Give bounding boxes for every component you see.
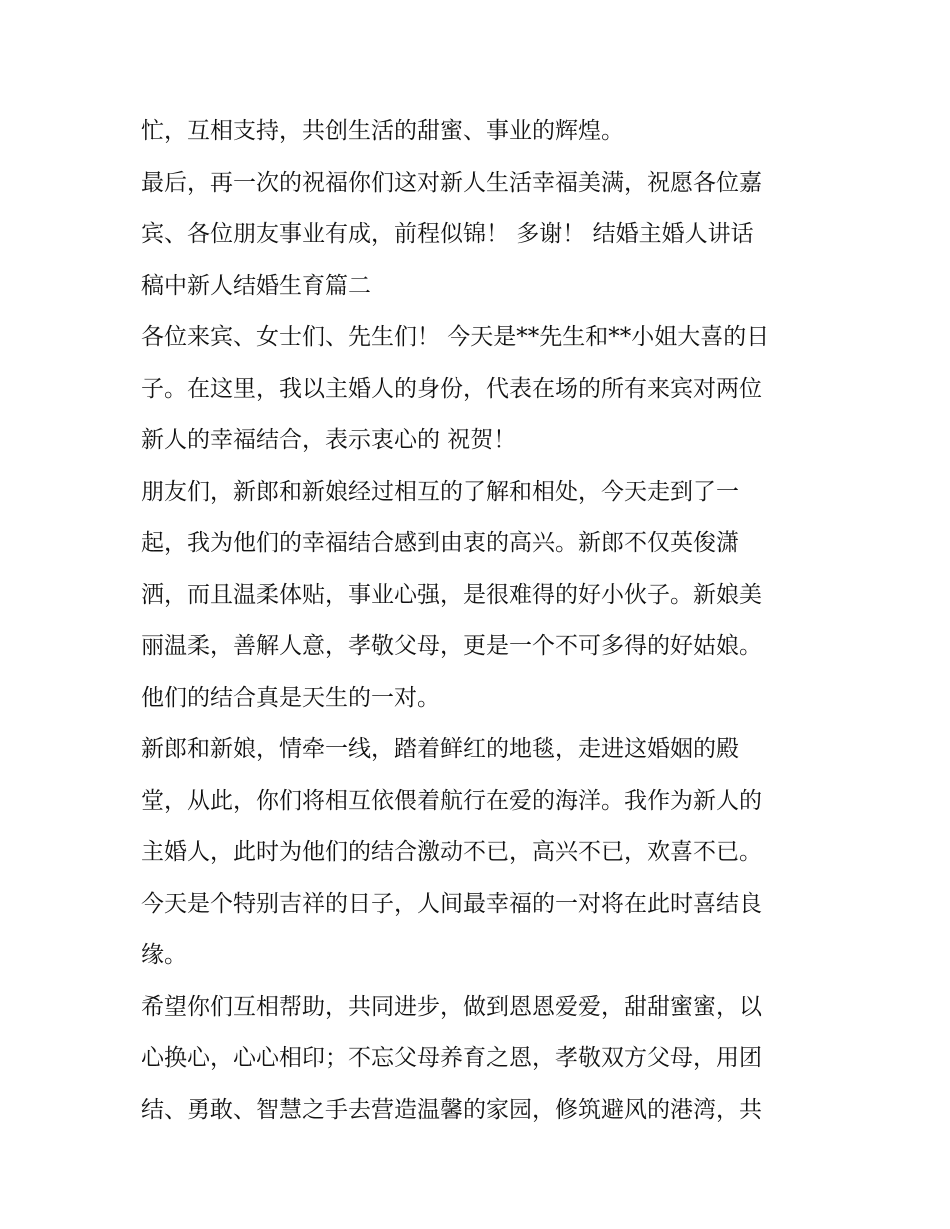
text-line: 宾、各位朋友事业有成，前程似锦！ 多谢！ 结婚主婚人讲话 [141,221,754,247]
text-line: 新郎和新娘，情牵一线，踏着鲜红的地毯，走进这婚姻的殿 [141,736,739,762]
document-body [141,106,821,1136]
text-line: 稿中新人结婚生育篇二 [141,272,371,299]
text-line: 结、勇敢、智慧之手去营造温馨的家园，修筑避风的港湾，共 [141,1096,762,1123]
text-line: 忙，互相支持，共创生活的甜蜜、事业的辉煌。 [141,118,624,144]
text-line: 他们的结合真是天生的一对。 [141,684,440,711]
text-line: 起，我为他们的幸福结合感到由衷的高兴。新郎不仅英俊潇 [141,530,739,556]
text-line: 缘。 [141,942,187,968]
text-line: 子。在这里，我以主婚人的身份，代表在场的所有来宾对两位 [141,375,762,402]
text-line: 心换心，心心相印；不忘父母养育之恩，孝敬双方父母，用团 [141,1045,762,1071]
text-line: 洒，而且温柔体贴，事业心强，是很难得的好小伙子。新娘美 [141,581,762,608]
text-line: 最后，再一次的祝福你们这对新人生活幸福美满，祝愿各位嘉 [141,169,762,196]
text-line: 丽温柔，善解人意，孝敬父母，更是一个不可多得的好姑娘。 [141,633,762,659]
text-line: 主婚人，此时为他们的结合激动不已，高兴不已，欢喜不已。 [141,839,762,865]
text-line: 堂，从此，你们将相互依偎着航行在爱的海洋。我作为新人的 [141,787,762,814]
text-line: 各位来宾、女士们、先生们！ 今天是**先生和**小姐大喜的日 [141,324,770,350]
text-line: 今天是个特别吉祥的日子，人间最幸福的一对将在此时喜结良 [141,890,762,917]
text-line: 朋友们，新郎和新娘经过相互的了解和相处，今天走到了一 [141,478,739,505]
text-line: 希望你们互相帮助，共同进步，做到恩恩爱爱，甜甜蜜蜜，以 [141,993,762,1020]
text-line: 新人的幸福结合，表示衷心的 祝贺！ [141,427,517,453]
